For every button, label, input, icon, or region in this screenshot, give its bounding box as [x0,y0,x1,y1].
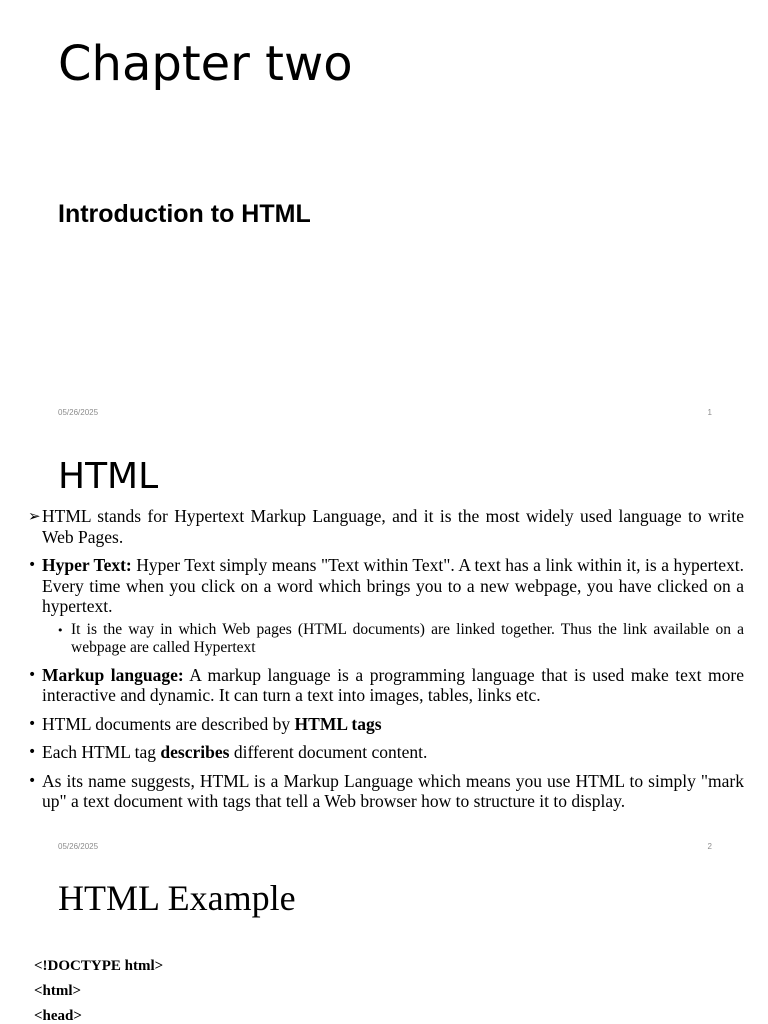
slide-3 [0,860,768,1024]
bullet-each-tag [28,742,744,763]
slide-content [0,506,768,820]
bullet-described [28,713,744,735]
dot-bullet-icon: • [28,557,37,573]
slide-number: 1 [707,408,712,417]
code-line: <head> [34,1008,82,1024]
bullet-term: Markup language: [42,664,184,685]
code-line: <!DOCTYPE html> [34,958,164,974]
slide-2 [0,434,768,854]
slide-subtitle: Introduction to HTML [58,200,311,228]
bullet-bold-text: describes [160,742,230,762]
code-line: <html> [34,983,82,999]
bullet-bold-text: HTML tags [294,713,382,734]
sub-bullet-hypertext [57,620,744,657]
slide-date: 05/26/2025 [58,408,99,417]
bullet-text: It is the way in which Web pages (HTML documents) are linked together. Thus the link available on a webpage are called Hypertext [71,620,744,656]
bullet-text: Each HTML tag [42,742,161,762]
code-example [34,954,163,1024]
bullet-intro [28,506,744,547]
bullet-term: Hyper Text: [42,555,132,575]
dot-bullet-icon: • [57,623,64,637]
bullet-text: Hyper Text simply means "Text within Text". A text has a link within it, is a hypertext. Every time when you click on a word which brings you to a new webpage, you have clicked on a hypertext. [42,555,744,616]
dot-bullet-icon: • [28,744,37,760]
dot-bullet-icon: • [28,666,37,683]
slide-title: Chapter two [58,36,353,92]
bullet-markup [28,664,745,706]
slide-date: 05/26/2025 [58,842,99,851]
slide-title: HTML Example [58,878,296,918]
slide-title: HTML [58,456,159,497]
bullet-text: A markup language is a programming language that is used make text more interactive and dynamic. It can turn a text into images, tables, links etc. [42,664,745,705]
slide-1 [0,0,768,428]
arrow-bullet-icon: ➢ [28,507,41,525]
slide-number: 2 [707,842,712,851]
dot-bullet-icon: • [28,772,37,789]
bullet-text: As its name suggests, HTML is a Markup Language which means you use HTML to simply "mark up" a text document with tags that tell a Web browser how to structure it to display. [42,770,744,811]
dot-bullet-icon: • [28,715,37,732]
bullet-hypertext [28,555,744,617]
bullet-text: HTML documents are described by [42,713,295,734]
bullet-suggests [28,770,744,812]
bullet-text: HTML stands for Hypertext Markup Language, and it is the most widely used language to write Web Pages. [42,506,744,547]
bullet-text: different document content. [229,742,428,762]
